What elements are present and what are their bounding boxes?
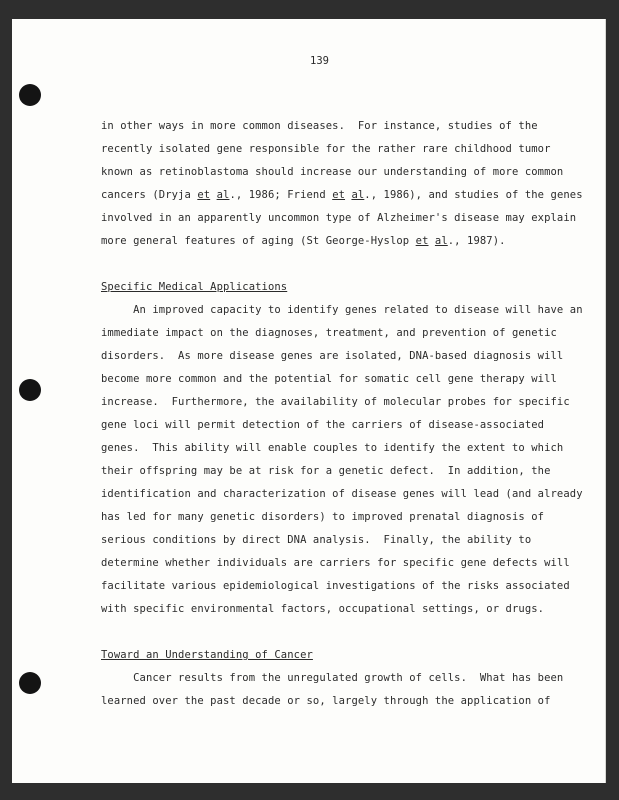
text-line: known as retinoblastoma should increase our understanding of more common xyxy=(101,166,564,178)
text-line: their offspring may be at risk for a genetic defect. In addition, the xyxy=(101,465,551,477)
section-heading: Specific Medical Applications xyxy=(101,281,288,293)
text-line: identification and characterization of disease genes will lead (and already xyxy=(101,488,583,500)
text-line: gene loci will permit detection of the carriers of disease-associated xyxy=(101,419,545,431)
text-segment: ., 1986), and studies of the genes xyxy=(364,189,583,201)
text-line: become more common and the potential for somatic cell gene therapy will xyxy=(101,373,557,385)
text-line: disorders. As more disease genes are isolated, DNA-based diagnosis will xyxy=(101,350,564,362)
text-segment: ., 1987). xyxy=(447,235,506,247)
citation-al: al xyxy=(351,189,365,201)
text-line-citation xyxy=(101,235,506,248)
text-segment: cancers (Dryja xyxy=(101,189,198,201)
citation-et: et xyxy=(197,189,211,201)
text-line: increase. Furthermore, the availability of molecular probes for specific xyxy=(101,396,570,408)
text-line-citations xyxy=(101,189,583,202)
text-line: facilitate various epidemiological investigations of the risks associated xyxy=(101,580,570,592)
text-line: genes. This ability will enable couples to identify the extent to which xyxy=(101,442,564,454)
text-segment: more general features of aging (St George-Hyslop xyxy=(101,235,416,247)
text-line: Cancer results from the unregulated growth of cells. What has been xyxy=(101,672,564,684)
text-line: involved in an apparently uncommon type of Alzheimer's disease may explain xyxy=(101,212,577,224)
citation-et: et xyxy=(415,235,429,247)
punch-hole-middle xyxy=(19,379,41,401)
page-number: 139 xyxy=(310,55,329,67)
text-line: in other ways in more common diseases. For instance, studies of the xyxy=(101,120,538,132)
text-line: An improved capacity to identify genes related to disease will have an xyxy=(101,304,583,316)
text-line: learned over the past decade or so, largely through the application of xyxy=(101,695,551,707)
citation-al: al xyxy=(216,189,230,201)
text-line: serious conditions by direct DNA analysis. Finally, the ability to xyxy=(101,534,532,546)
text-line: has led for many genetic disorders) to improved prenatal diagnosis of xyxy=(101,511,545,523)
section-heading: Toward an Understanding of Cancer xyxy=(101,649,313,661)
text-line: recently isolated gene responsible for the rather rare childhood tumor xyxy=(101,143,551,155)
text-segment: ., 1986; Friend xyxy=(229,189,333,201)
text-line: immediate impact on the diagnoses, treatment, and prevention of genetic xyxy=(101,327,557,339)
citation-et: et xyxy=(332,189,346,201)
text-line: with specific environmental factors, occupational settings, or drugs. xyxy=(101,603,545,615)
punch-hole-top xyxy=(19,84,41,106)
text-line: determine whether individuals are carriers for specific gene defects will xyxy=(101,557,570,569)
punch-hole-bottom xyxy=(19,672,41,694)
citation-al: al xyxy=(434,235,448,247)
